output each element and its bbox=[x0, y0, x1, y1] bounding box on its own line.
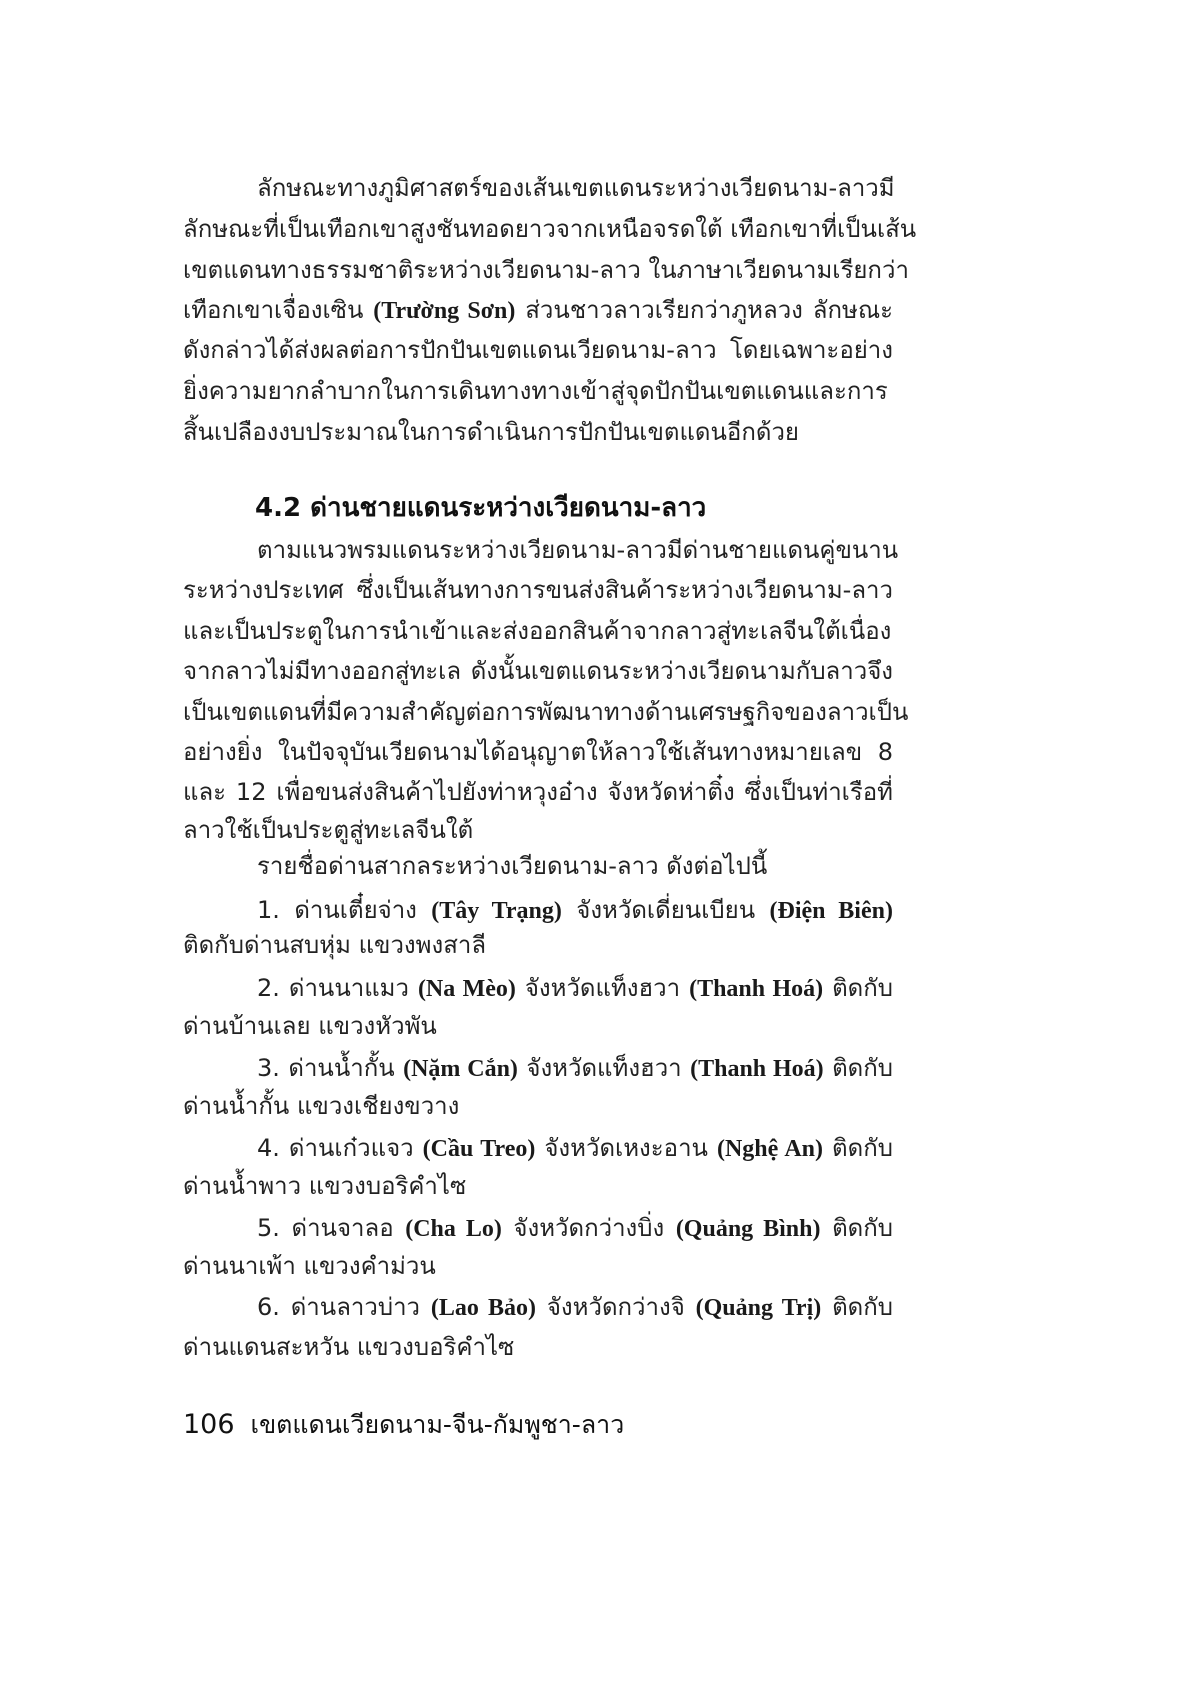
list-intro: รายชื่อด่านสากลระหว่างเวียดนาม-ลาว ดังต่อไปนี้ bbox=[257, 852, 768, 880]
lao-checkpoint: ด่านบ้านเลย bbox=[183, 1012, 311, 1040]
province-vietnamese: (Thanh Hoá) bbox=[690, 1056, 824, 1082]
province-thai: จังหวัดแท็งฮวา bbox=[526, 1054, 682, 1082]
province-vietnamese: (Quảng Trị) bbox=[695, 1295, 822, 1321]
paragraph-1-line-7: สิ้นเปลืองงบประมาณในการดำเนินการปักปันเขตแดนอีกด้วย bbox=[183, 418, 799, 446]
item-number: 2. bbox=[257, 974, 280, 1002]
checkpoint-item bbox=[257, 1048, 893, 1088]
paragraph-1-line-5: ดังกล่าวได้ส่งผลต่อการปักปันเขตแดนเวียดนาม-ลาว โดยเฉพาะอย่าง bbox=[183, 336, 893, 364]
item-number: 6. bbox=[257, 1293, 280, 1321]
checkpoint-name-thai: ด่านนาแมว bbox=[288, 974, 409, 1002]
province-vietnamese: (Thanh Hoá) bbox=[689, 976, 824, 1002]
province-vietnamese: (Quảng Bình) bbox=[675, 1216, 821, 1242]
province-thai: จังหวัดกว่างจิ bbox=[546, 1293, 685, 1321]
item-number: 4. bbox=[257, 1134, 280, 1162]
lao-province: แขวงคำม่วน bbox=[303, 1252, 436, 1280]
checkpoint-item bbox=[257, 968, 893, 1008]
checkpoint-item bbox=[257, 890, 893, 930]
lao-province: แขวงเชียงขวาง bbox=[296, 1092, 460, 1120]
checkpoint-name-thai: ด่านเตี๋ยจ่าง bbox=[294, 896, 417, 924]
connector-text: ติดกับ bbox=[832, 1054, 894, 1082]
paragraph-2-line-7: และ 12 เพื่อขนส่งสินค้าไปยังท่าหวุงอ๋าง จังหวัดห่าติ๋ง ซึ่งเป็นท่าเรือที่ bbox=[183, 778, 893, 806]
lao-checkpoint: ด่านสบหุ่ม bbox=[243, 931, 351, 959]
section-heading: 4.2 ด่านชายแดนระหว่างเวียดนาม-ลาว bbox=[255, 493, 707, 523]
checkpoint-item bbox=[257, 1208, 893, 1248]
paragraph-1-line-6: ยิ่งความยากลำบากในการเดินทางทางเข้าสู่จุดปักปันเขตแดนและการ bbox=[183, 377, 888, 405]
checkpoint-item-continuation bbox=[183, 1166, 893, 1206]
checkpoint-name-vietnamese: (Lao Bảo) bbox=[430, 1295, 537, 1321]
paragraph-2-line-4: จากลาวไม่มีทางออกสู่ทะเล ดังนั้นเขตแดนระหว่างเวียดนามกับลาวจึง bbox=[183, 657, 893, 685]
paragraph-1-line-4 bbox=[183, 290, 893, 330]
lao-checkpoint: ด่านนาเพ้า bbox=[183, 1252, 296, 1280]
paragraph-1-line-1: ลักษณะทางภูมิศาสตร์ของเส้นเขตแดนระหว่างเวียดนาม-ลาวมี bbox=[257, 174, 895, 202]
checkpoint-item bbox=[257, 1128, 893, 1168]
item-number: 1. bbox=[257, 896, 280, 924]
province-thai: จังหวัดเหงะอาน bbox=[544, 1134, 708, 1162]
paragraph-1-line-2: ลักษณะที่เป็นเทือกเขาสูงชันทอดยาวจากเหนือจรดใต้ เทือกเขาที่เป็นเส้น bbox=[183, 215, 917, 243]
lao-province: แขวงหัวพัน bbox=[318, 1012, 437, 1040]
checkpoint-name-vietnamese: (Cầu Treo) bbox=[422, 1136, 536, 1162]
checkpoint-item bbox=[257, 1287, 893, 1327]
province-thai: จังหวัดเดี่ยนเบียน bbox=[576, 896, 756, 924]
paragraph-2-line-5: เป็นเขตแดนที่มีความสำคัญต่อการพัฒนาทางด้านเศรษฐกิจของลาวเป็น bbox=[183, 698, 909, 726]
lao-checkpoint: ด่านน้ำพาว bbox=[183, 1172, 302, 1200]
item-number: 3. bbox=[257, 1054, 280, 1082]
connector-text: ติดกับ bbox=[832, 1134, 893, 1162]
checkpoint-item-continuation bbox=[183, 1327, 893, 1367]
province-vietnamese: (Nghệ An) bbox=[716, 1136, 824, 1162]
paragraph-2-line-1: ตามแนวพรมแดนระหว่างเวียดนาม-ลาวมีด่านชายแดนคู่ขนาน bbox=[257, 536, 899, 564]
paragraph-2-line-8: ลาวใช้เป็นประตูสู่ทะเลจีนใต้ bbox=[183, 816, 474, 844]
connector-text: ติดกับ bbox=[832, 974, 893, 1002]
paragraph-2-line-6: อย่างยิ่ง ในปัจจุบันเวียดนามได้อนุญาตให้ลาวใช้เส้นทางหมายเลข 8 bbox=[183, 738, 893, 766]
running-title: เขตแดนเวียดนาม-จีน-กัมพูชา-ลาว bbox=[250, 1410, 625, 1439]
checkpoint-name-thai: ด่านลาวบ่าว bbox=[290, 1293, 421, 1321]
province-vietnamese: (Điện Biên) bbox=[769, 898, 893, 924]
connector-text: ติดกับ bbox=[183, 931, 244, 959]
checkpoint-name-thai: ด่านน้ำกั้น bbox=[288, 1054, 395, 1082]
item-number: 5. bbox=[257, 1214, 280, 1242]
checkpoint-item-continuation bbox=[183, 1246, 893, 1286]
lao-checkpoint: ด่านแดนสะหวัน bbox=[183, 1333, 350, 1361]
checkpoint-item-continuation bbox=[183, 1006, 893, 1046]
checkpoint-item-continuation bbox=[183, 1086, 893, 1126]
connector-text: ติดกับ bbox=[832, 1293, 893, 1321]
lao-checkpoint: ด่านน้ำกั้น bbox=[183, 1092, 290, 1120]
checkpoint-name-vietnamese: (Tây Trạng) bbox=[431, 898, 562, 924]
vietnamese-term: (Trường Sơn) bbox=[373, 298, 516, 324]
paragraph-1-line-3: เขตแดนทางธรรมชาติระหว่างเวียดนาม-ลาว ในภาษาเวียดนามเรียกว่า bbox=[183, 256, 909, 284]
lao-province: แขวงบอริคำไซ bbox=[308, 1172, 467, 1200]
lao-province: แขวงบอริคำไซ bbox=[356, 1333, 515, 1361]
province-thai: จังหวัดแท็งฮวา bbox=[524, 974, 681, 1002]
checkpoint-name-vietnamese: (Nặm Cắn) bbox=[403, 1056, 518, 1082]
lao-province: แขวงพงสาลี bbox=[358, 931, 487, 959]
checkpoint-name-vietnamese: (Cha Lo) bbox=[405, 1216, 502, 1242]
line-text: ส่วนชาวลาวเรียกว่าภูหลวง ลักษณะ bbox=[525, 296, 893, 324]
paragraph-2-line-3: และเป็นประตูในการนำเข้าและส่งออกสินค้าจากลาวสู่ทะเลจีนใต้เนื่อง bbox=[183, 617, 892, 645]
checkpoint-name-thai: ด่านเก๋วแจว bbox=[288, 1134, 414, 1162]
connector-text: ติดกับ bbox=[832, 1214, 893, 1242]
checkpoint-item-continuation bbox=[183, 925, 893, 965]
page-footer bbox=[183, 1405, 823, 1445]
province-thai: จังหวัดกว่างบิ่ง bbox=[513, 1214, 665, 1242]
checkpoint-name-thai: ด่านจาลอ bbox=[291, 1214, 394, 1242]
paragraph-2-line-2: ระหว่างประเทศ ซึ่งเป็นเส้นทางการขนส่งสินค้าระหว่างเวียดนาม-ลาว bbox=[183, 576, 893, 604]
line-text: เทือกเขาเจื่องเซิน bbox=[183, 296, 364, 324]
checkpoint-name-vietnamese: (Na Mèo) bbox=[417, 976, 516, 1002]
page-number: 106 bbox=[183, 1409, 235, 1440]
